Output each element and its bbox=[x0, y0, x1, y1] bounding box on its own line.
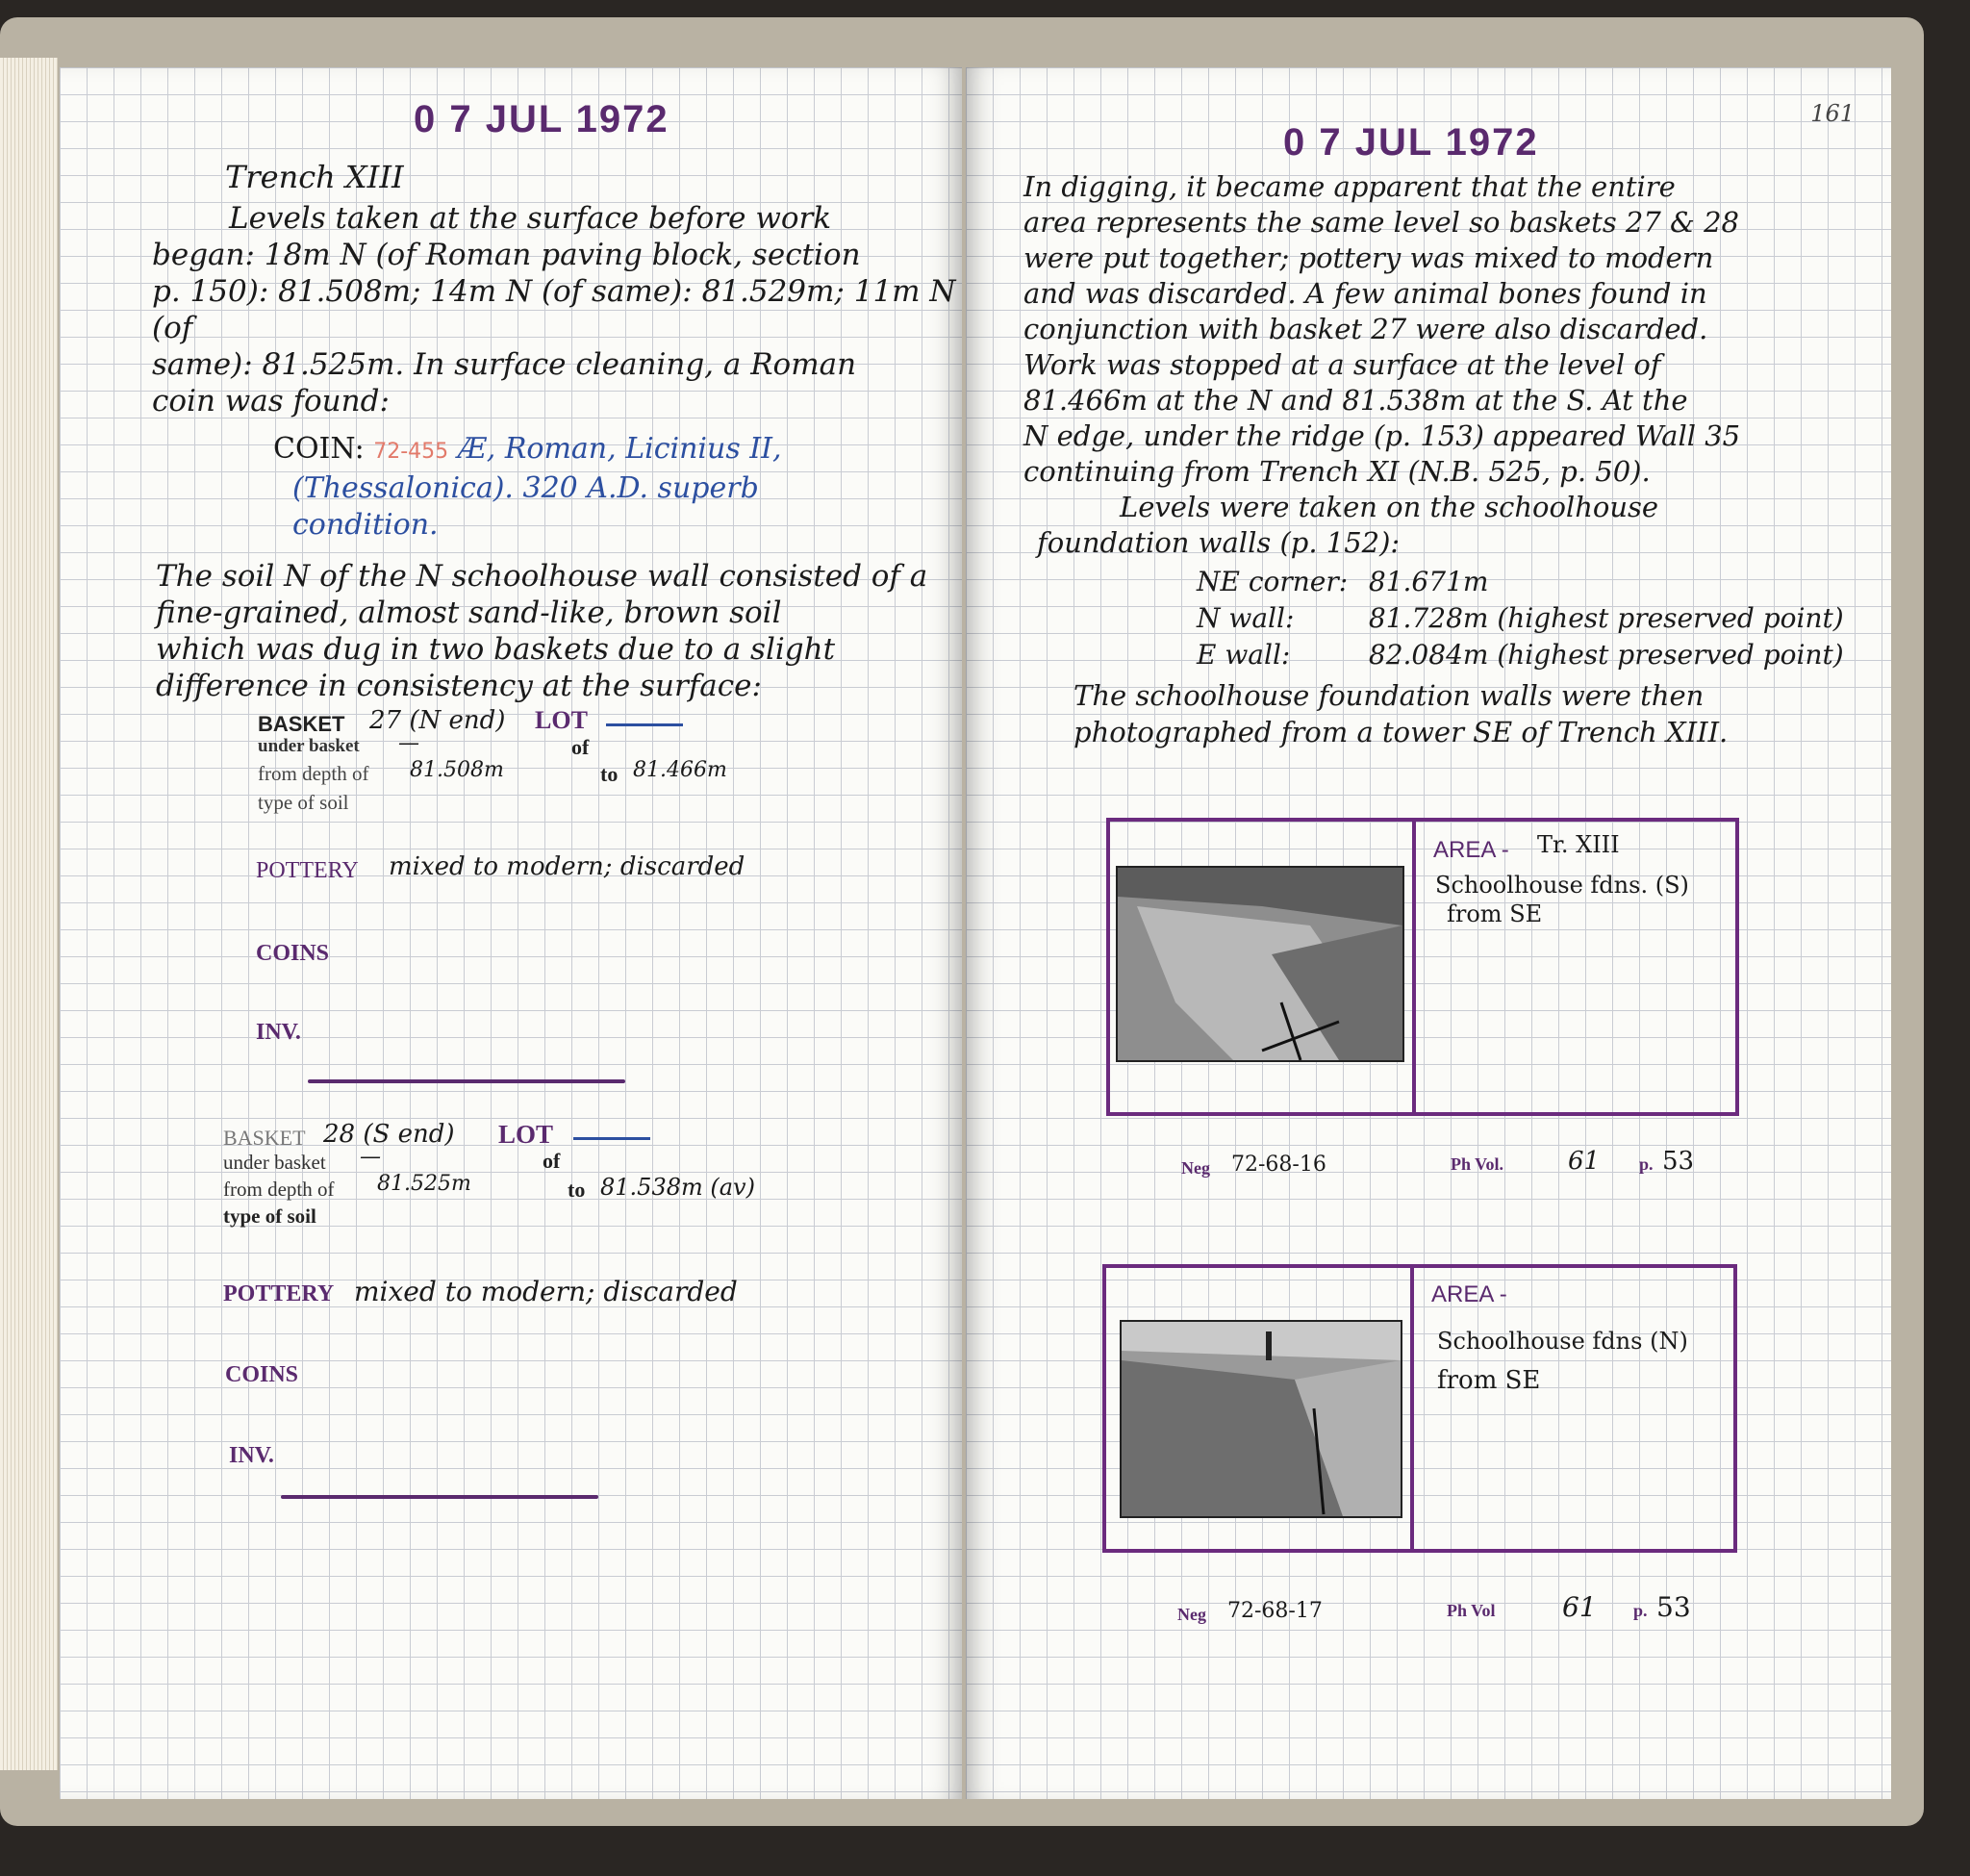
of-label: of bbox=[571, 735, 590, 759]
p-value: 53 bbox=[1662, 1147, 1695, 1176]
paragraph-line: coin was found: bbox=[152, 384, 390, 418]
paragraph-line: p. 150): 81.508m; 14m N (of same): 81.529m; 11m N (of bbox=[152, 274, 956, 345]
from-depth-label: from depth of bbox=[223, 1178, 335, 1201]
basket-value: 28 (S end) bbox=[323, 1120, 455, 1149]
to-label: to bbox=[600, 762, 619, 786]
paragraph-line: Levels were taken on the schoolhouse bbox=[1120, 491, 1659, 523]
level-label: E wall: bbox=[1197, 639, 1291, 671]
soil-type-label: type of soil bbox=[258, 791, 349, 814]
vol-value: 61 bbox=[1568, 1147, 1601, 1176]
pottery-value: mixed to modern; discarded bbox=[389, 852, 745, 881]
levels-list bbox=[1197, 564, 1844, 673]
levels-paragraph bbox=[152, 200, 960, 419]
from-depth-value: 81.508m bbox=[410, 758, 504, 782]
level-row bbox=[1197, 564, 1844, 600]
soil-line: The soil N of the N schoolhouse wall consisted of a bbox=[156, 559, 928, 594]
inv-label: INV. bbox=[256, 1020, 301, 1045]
basket-label: BASKET bbox=[258, 712, 345, 736]
paragraph-line: foundation walls (p. 152): bbox=[1037, 526, 1401, 559]
paragraph-line: began: 18m N (of Roman paving block, section bbox=[152, 238, 861, 272]
paragraph-line: In digging, it became apparent that the entire bbox=[1023, 170, 1676, 203]
soil-paragraph bbox=[156, 558, 964, 704]
area-label: AREA - bbox=[1433, 837, 1509, 863]
right-page bbox=[966, 67, 1891, 1799]
level-value: 81.671m bbox=[1368, 566, 1489, 597]
paragraph-line: 81.466m at the N and 81.538m at the S. At the bbox=[1023, 384, 1688, 417]
page-number: 161 bbox=[1810, 100, 1855, 127]
paragraph-line: N edge, under the ridge (p. 153) appeared Wall 35 bbox=[1023, 419, 1741, 452]
trench-heading: Trench XIII bbox=[225, 159, 404, 195]
vol-label: Ph Vol. bbox=[1451, 1154, 1504, 1174]
inv-label: INV. bbox=[229, 1443, 274, 1468]
photo-divider bbox=[1410, 1264, 1414, 1549]
coin-entry bbox=[273, 431, 947, 544]
p-label: p. bbox=[1639, 1154, 1654, 1174]
coin-number: 72-455 bbox=[373, 440, 449, 464]
coin-description-line: condition. bbox=[292, 508, 439, 542]
trench-photo bbox=[1120, 1320, 1402, 1518]
paragraph-line: same): 81.525m. In surface cleaning, a Roman bbox=[152, 347, 857, 382]
paragraph-line: were put together; pottery was mixed to modern bbox=[1023, 241, 1714, 274]
from-depth-label: from depth of bbox=[258, 762, 369, 785]
soil-type-label: type of soil bbox=[223, 1204, 316, 1228]
paragraph-line: and was discarded. A few animal bones found in bbox=[1023, 277, 1707, 310]
closing-line: photographed from a tower SE of Trench XIII. bbox=[1073, 716, 1729, 748]
closing-line: The schoolhouse foundation walls were then bbox=[1073, 679, 1705, 712]
neg-label: Neg bbox=[1177, 1605, 1206, 1624]
neg-label: Neg bbox=[1181, 1158, 1210, 1178]
basket-value: 27 (N end) bbox=[369, 706, 506, 735]
soil-line: which was dug in two baskets due to a slight bbox=[156, 632, 836, 667]
vol-label: Ph Vol bbox=[1447, 1601, 1496, 1620]
lot-label: LOT bbox=[535, 706, 588, 734]
under-label: under basket bbox=[258, 736, 360, 756]
p-value: 53 bbox=[1656, 1591, 1691, 1623]
basket-27-rule bbox=[308, 1079, 625, 1083]
lot-blue-line bbox=[606, 723, 683, 726]
from-depth-value: 81.525m bbox=[377, 1172, 471, 1196]
level-row bbox=[1197, 600, 1844, 637]
coin-description-line: Æ, Roman, Licinius II, bbox=[457, 432, 782, 466]
paragraph-line: area represents the same level so baskets 27 & 28 bbox=[1023, 206, 1739, 239]
neg-value: 72-68-16 bbox=[1231, 1153, 1326, 1177]
coins-label: COINS bbox=[256, 941, 330, 966]
p-label: p. bbox=[1633, 1601, 1648, 1620]
vol-value: 61 bbox=[1562, 1591, 1597, 1623]
level-value: 82.084m (highest preserved point) bbox=[1368, 639, 1844, 671]
paragraph-line: continuing from Trench XI (N.B. 525, p. 50). bbox=[1023, 455, 1651, 488]
to-label: to bbox=[568, 1178, 586, 1202]
photo-divider bbox=[1412, 818, 1416, 1112]
photo-caption-line: from SE bbox=[1437, 1366, 1541, 1395]
photo-caption-line: from SE bbox=[1447, 900, 1543, 927]
area-label: AREA - bbox=[1431, 1281, 1507, 1307]
basket-label: BASKET bbox=[223, 1126, 306, 1150]
paragraph-line: Work was stopped at a surface at the level of bbox=[1023, 348, 1661, 381]
coin-description-line: (Thessalonica). 320 A.D. superb bbox=[292, 471, 759, 505]
closing-paragraph bbox=[1073, 677, 1882, 750]
pottery-value: mixed to modern; discarded bbox=[354, 1276, 738, 1307]
photo-caption-line: Schoolhouse fdns (N) bbox=[1437, 1328, 1688, 1355]
soil-line: difference in consistency at the surface: bbox=[156, 669, 762, 703]
to-depth-value: 81.466m bbox=[633, 758, 727, 782]
left-page bbox=[60, 67, 962, 1799]
of-label: of bbox=[543, 1149, 561, 1173]
level-value: 81.728m (highest preserved point) bbox=[1368, 602, 1844, 634]
pottery-label: POTTERY bbox=[223, 1281, 335, 1306]
right-date-stamp: 0 7 JUL 1972 bbox=[1283, 121, 1539, 164]
lot-blue-line bbox=[573, 1137, 650, 1140]
level-row bbox=[1197, 637, 1844, 673]
coins-label: COINS bbox=[225, 1362, 299, 1387]
level-label: NE corner: bbox=[1197, 566, 1349, 597]
page-edges bbox=[0, 58, 58, 1770]
photo-caption-line: Schoolhouse fdns. (S) bbox=[1435, 872, 1689, 899]
lot-label: LOT bbox=[498, 1120, 554, 1149]
under-value: — bbox=[360, 1145, 381, 1169]
soil-line: fine-grained, almost sand-like, brown soil bbox=[156, 596, 782, 630]
area-value: Tr. XIII bbox=[1537, 831, 1620, 858]
paragraph-line: conjunction with basket 27 were also discarded. bbox=[1023, 313, 1708, 345]
under-value: — bbox=[398, 731, 419, 755]
level-label: N wall: bbox=[1197, 602, 1295, 634]
basket-28-rule bbox=[281, 1495, 598, 1499]
paragraph-line: Levels taken at the surface before work bbox=[229, 201, 832, 236]
to-depth-value: 81.538m (av) bbox=[600, 1174, 755, 1201]
digging-paragraph bbox=[1023, 169, 1870, 561]
pottery-label: POTTERY bbox=[256, 858, 359, 883]
trench-photo bbox=[1116, 866, 1404, 1062]
coin-label: COIN: bbox=[273, 432, 365, 466]
left-date-stamp: 0 7 JUL 1972 bbox=[414, 98, 669, 140]
neg-value: 72-68-17 bbox=[1227, 1599, 1323, 1623]
under-label: under basket bbox=[223, 1151, 326, 1174]
